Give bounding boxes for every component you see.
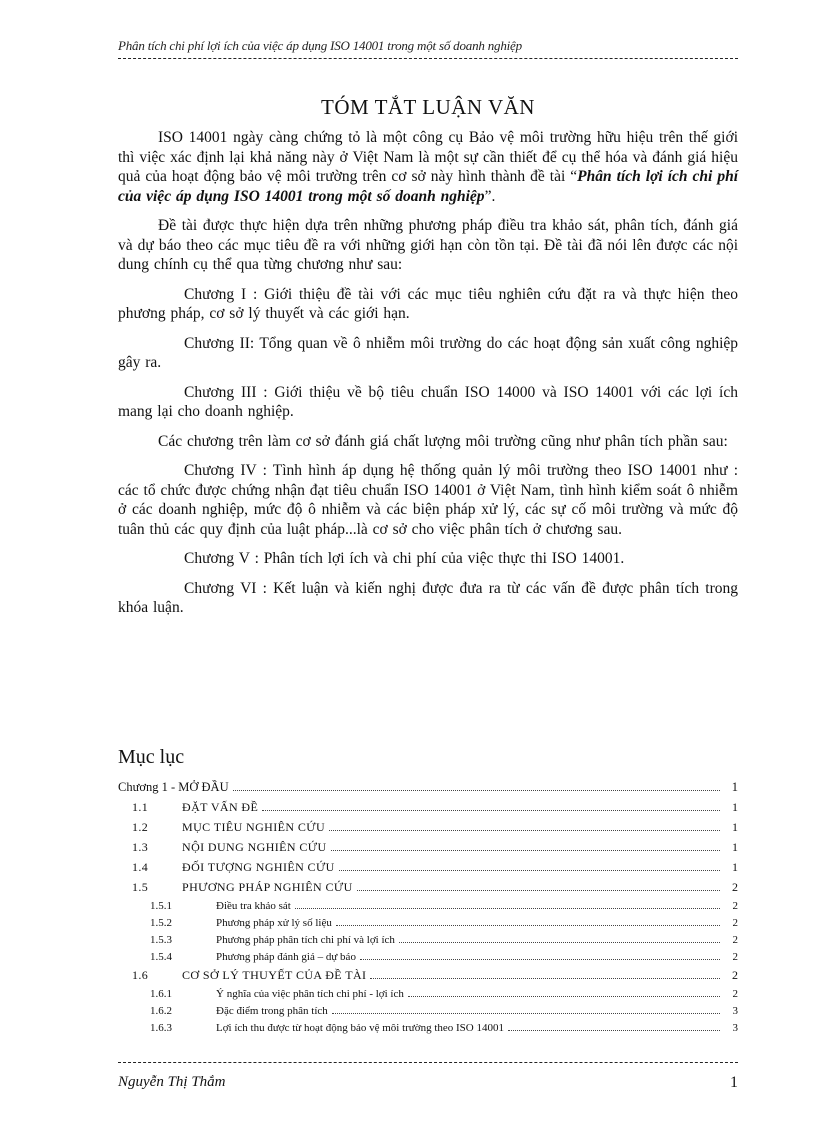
- toc-entry-title: Phương pháp phân tích chi phí và lợi ích: [216, 934, 395, 946]
- toc-entry-number: 1.5.4: [150, 951, 172, 963]
- toc-entry[interactable]: [118, 860, 738, 880]
- toc-entry[interactable]: [118, 780, 738, 800]
- summary-paragraph-methods: Đề tài được thực hiện dựa trên những phương pháp điều tra khảo sát, phân tích, đánh giá và dự báo theo các mục tiêu đề ra với những giới hạn còn tồn tại. Đề tài đã nói lên được các nội dung chính cụ thể qua từng chương như sau:: [118, 217, 738, 273]
- toc-entry[interactable]: [118, 800, 738, 820]
- summary-paragraph-intro: ISO 14001 ngày càng chứng tỏ là một công cụ Bảo vệ môi trường hữu hiệu trên thế giới thì việc xác định lại khả năng này ở Việt Nam là một sự cần thiết để cụ thể hóa và đánh giá hiệu quả của hoạt động bảo vệ môi trường trên cơ sở này hình thành đề tài “Phân tích lợi ích chi phí của việc áp dụng ISO 14001 trong một số doanh nghiệp”.: [118, 129, 739, 205]
- toc-entry-title: Ý nghĩa của việc phân tích chi phí - lợi ích: [216, 988, 404, 1000]
- toc-entry-number: 1.4: [132, 860, 149, 874]
- toc-entry-page: 3: [732, 1022, 738, 1034]
- toc-entry-page: 2: [732, 900, 738, 912]
- toc-entry-title: ĐỐI TƯỢNG NGHIÊN CỨU: [182, 860, 335, 874]
- toc-dot-leader: [233, 790, 720, 791]
- toc-entry-title: MỤC TIÊU NGHIÊN CỨU: [182, 820, 326, 834]
- thesis-topic-title: Phân tích lợi ích chi phí của việc áp dụng ISO 14001 trong một số doanh nghiệp: [118, 168, 739, 205]
- toc-dot-leader: [262, 810, 720, 811]
- toc-entry-title: ĐẶT VẤN ĐỀ: [182, 800, 259, 814]
- toc-entry-title: Phương pháp đánh giá – dự báo: [216, 951, 356, 963]
- toc-entry-page: 2: [732, 951, 738, 963]
- toc-entry-title: CƠ SỞ LÝ THUYẾT CỦA ĐỀ TÀI: [182, 968, 367, 982]
- toc-entry-number: 1.2: [132, 820, 149, 834]
- toc-entry-title: Điều tra khảo sát: [216, 900, 291, 912]
- toc-entry-title: Đặc điểm trong phân tích: [216, 1005, 328, 1017]
- toc-entry[interactable]: [118, 1022, 738, 1039]
- chapter-summary-5: Chương V : Phân tích lợi ích và chi phí của việc thực thi ISO 14001.: [184, 550, 625, 567]
- toc-entry-number: 1.3: [132, 840, 149, 854]
- toc-dot-leader: [332, 1013, 720, 1014]
- toc-entry-page: 1: [732, 820, 738, 834]
- footer-page-number: 1: [730, 1074, 738, 1091]
- toc-dot-leader: [508, 1030, 720, 1031]
- chapter-summary-6: Chương VI : Kết luận và kiến nghị được đưa ra từ các vấn đề được phân tích trong khóa luận.: [118, 579, 738, 616]
- table-of-contents: [118, 780, 738, 1039]
- toc-dot-leader: [408, 996, 720, 997]
- running-header: Phân tích chi phí lợi ích của việc áp dụng ISO 14001 trong một số doanh nghiệp: [118, 38, 522, 53]
- toc-entry[interactable]: [118, 840, 738, 860]
- toc-entry-page: 1: [732, 840, 738, 854]
- toc-entry-page: 2: [732, 880, 738, 894]
- toc-entry-number: 1.5.2: [150, 917, 172, 929]
- toc-entry[interactable]: [118, 900, 738, 917]
- toc-entry-number: 1.6.1: [150, 988, 172, 1000]
- toc-entry[interactable]: [118, 917, 738, 934]
- summary-body: [118, 128, 738, 628]
- toc-entry-number: 1.6.2: [150, 1005, 172, 1017]
- summary-paragraph-transition: Các chương trên làm cơ sở đánh giá chất lượng môi trường cũng như phân tích phần sau:: [158, 432, 728, 450]
- toc-entry-number: 1.6.3: [150, 1022, 172, 1034]
- toc-dot-leader: [336, 925, 720, 926]
- summary-title: TÓM TẮT LUẬN VĂN: [321, 95, 535, 119]
- toc-entry-page: 1: [732, 800, 738, 814]
- toc-entry[interactable]: [118, 988, 738, 1005]
- toc-entry-title: Lợi ích thu được từ hoạt động bảo vệ môi trường theo ISO 14001: [216, 1022, 504, 1034]
- toc-entry[interactable]: [118, 1005, 738, 1022]
- toc-entry-page: 2: [732, 917, 738, 929]
- toc-entry-number: 1.6: [132, 968, 149, 982]
- toc-dot-leader: [329, 830, 720, 831]
- toc-dot-leader: [357, 890, 720, 891]
- footer-divider: [118, 1062, 738, 1063]
- toc-dot-leader: [399, 942, 720, 943]
- toc-entry-title: NỘI DUNG NGHIÊN CỨU: [182, 840, 327, 854]
- toc-entry-page: 2: [732, 968, 738, 982]
- toc-entry-title: Phương pháp xử lý số liệu: [216, 917, 332, 929]
- toc-entry[interactable]: [118, 951, 738, 968]
- toc-entry-page: 1: [731, 780, 738, 794]
- toc-entry-title: Chương 1 - MỞ ĐẦU: [118, 780, 229, 794]
- toc-dot-leader: [331, 850, 720, 851]
- toc-dot-leader: [370, 978, 720, 979]
- toc-entry[interactable]: [118, 934, 738, 951]
- toc-entry-number: 1.5: [132, 880, 149, 894]
- toc-entry-title: PHƯƠNG PHÁP NGHIÊN CỨU: [182, 880, 353, 894]
- chapter-summary-2: Chương II: Tổng quan về ô nhiễm môi trường do các hoạt động sản xuất công nghiệp gây ra.: [118, 334, 738, 371]
- toc-entry[interactable]: [118, 880, 738, 900]
- toc-entry-number: 1.5.3: [150, 934, 172, 946]
- toc-entry[interactable]: [118, 820, 738, 840]
- chapter-summary-4: Chương IV : Tình hình áp dụng hệ thống quản lý môi trường theo ISO 14001 như : các tổ chức được chứng nhận đạt tiêu chuẩn ISO 14001 ở Việt Nam, tình hình kiểm soát ô nhiễm ở các doanh nghiệp, mức độ ô nhiễm và các biện pháp xử lý, các sự cố môi trường và mức độ tuân thủ các quy định của luật pháp...là cơ sở cho việc phân tích ở chương sau.: [118, 462, 738, 538]
- header-divider: [118, 58, 738, 59]
- footer-author: Nguyễn Thị Thắm: [118, 1074, 226, 1090]
- chapter-summary-1: Chương I : Giới thiệu đề tài với các mục tiêu nghiên cứu đặt ra và thực hiện theo phương pháp, cơ sở lý thuyết và các giới hạn.: [118, 285, 738, 322]
- toc-dot-leader: [360, 959, 720, 960]
- toc-entry-page: 1: [732, 860, 738, 874]
- chapter-summary-3: Chương III : Giới thiệu về bộ tiêu chuẩn ISO 14000 và ISO 14001 với các lợi ích mang lại cho doanh nghiệp.: [118, 383, 738, 420]
- toc-entry-page: 2: [732, 934, 738, 946]
- toc-dot-leader: [339, 870, 720, 871]
- toc-heading: Mục lục: [118, 746, 185, 768]
- toc-dot-leader: [295, 908, 720, 909]
- toc-entry-page: 2: [732, 988, 738, 1000]
- toc-entry[interactable]: [118, 968, 738, 988]
- toc-entry-number: 1.5.1: [150, 900, 172, 912]
- toc-entry-number: 1.1: [132, 800, 149, 814]
- toc-entry-page: 3: [732, 1005, 738, 1017]
